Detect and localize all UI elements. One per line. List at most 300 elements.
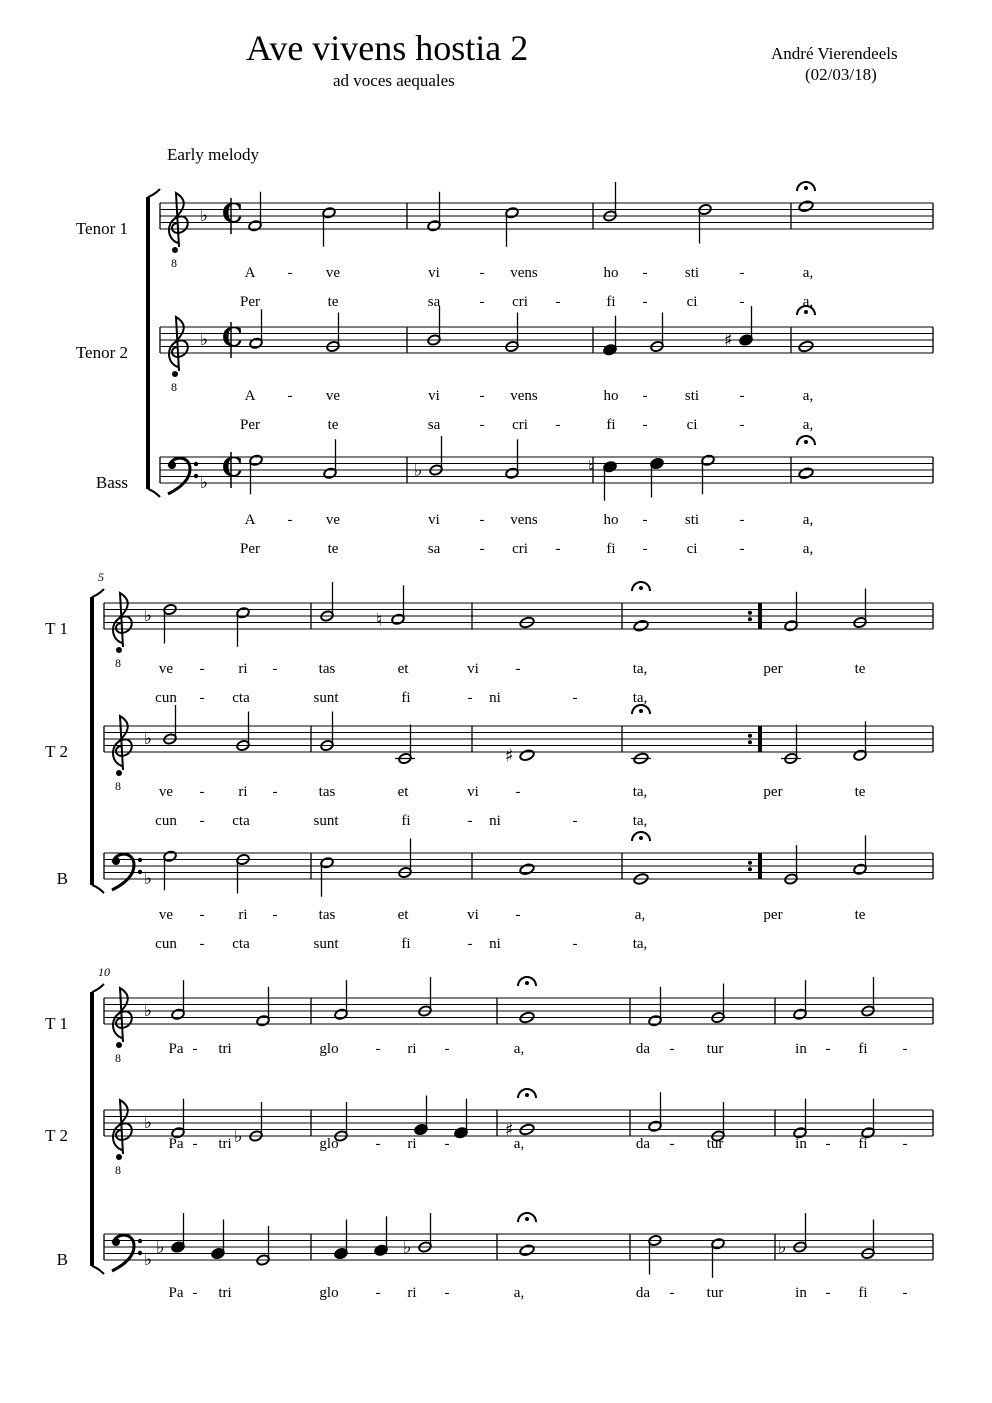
key-signature-flat-icon: ♭ [200,330,209,350]
lyric-syllable: glo [319,1136,339,1152]
whole-note [632,582,650,632]
bracket-hook [92,589,104,597]
treble-clef [169,193,188,270]
bracket-hook [148,489,160,497]
lyric-syllable: vens [510,265,538,281]
octave-mark: 8 [115,1051,121,1065]
half-note [781,725,801,765]
lyric-syllable: - [555,294,561,310]
half-note [249,454,263,494]
notehead [798,200,814,213]
lyric-syllable: sunt [313,936,339,952]
lyric-syllable: - [199,690,205,706]
lyric-syllable: sunt [313,690,339,706]
lyric-syllable: ri [238,907,248,923]
repeat-dot [748,617,752,621]
half-note [414,436,443,481]
lyric-syllable: - [825,1136,831,1152]
lyric-syllable: a, [513,1041,525,1057]
lyric-syllable: ta, [632,784,648,800]
fermata-dot [804,310,808,314]
cut-time-icon: C [222,453,243,483]
lyric-syllable: - [479,294,485,310]
treble-clef-icon [113,593,132,647]
whole-note [505,1089,536,1141]
clef-dot [116,1042,122,1048]
lyric-syllable: ni [489,690,501,706]
whole-note [797,306,815,353]
lyric-syllable: - [739,294,745,310]
quarter-note [650,457,664,497]
lyric-syllable: - [739,512,745,528]
lyric-syllable: - [669,1285,675,1301]
lyric-syllable: - [642,512,648,528]
accidental-flat-icon: ♭ [156,1237,165,1258]
lyric-syllable: Pa [168,1041,184,1057]
half-note [248,192,262,232]
half-note [505,207,519,247]
lyric-syllable: ri [407,1136,417,1152]
lyric-syllable: tri [218,1285,232,1301]
lyric-syllable: tas [318,907,336,923]
key-signature-flat-icon: ♭ [144,869,153,889]
fermata-dot [804,186,808,190]
lyric-syllable: fi [606,417,616,433]
clef-dot [138,858,142,862]
lyric-syllable: in [795,1041,807,1057]
lyric-syllable: - [287,388,293,404]
lyric-syllable: - [902,1041,908,1057]
lyric-line [155,690,647,706]
half-note [256,987,270,1027]
lyric-syllable: te [327,541,339,557]
half-note [648,1092,662,1132]
lyric-line [240,294,813,310]
notehead [798,467,814,480]
lyric-syllable: - [572,690,578,706]
lyric-syllable: - [479,388,485,404]
half-note [376,585,405,630]
lyric-syllable: - [199,784,205,800]
bracket-hook [92,885,104,893]
lyric-syllable: Pa [168,1136,184,1152]
lyric-line [240,541,813,557]
lyric-syllable: ri [407,1041,417,1057]
lyric-syllable: fi [401,813,411,829]
lyric-syllable: fi [401,690,411,706]
half-note [323,439,337,479]
lyric-syllable: fi [858,1136,868,1152]
treble-clef [113,716,132,793]
lyric-syllable: Pa [168,1285,184,1301]
lyric-syllable: fi [858,1041,868,1057]
lyric-syllable: cun [155,813,177,829]
treble-clef [113,1100,132,1177]
half-note [234,1102,263,1147]
lyric-syllable: - [825,1041,831,1057]
bracket-hook [148,189,160,197]
lyric-syllable: tur [706,1285,724,1301]
clef-dot [138,1239,142,1243]
lyric-syllable: da [635,1285,651,1301]
clef-dot [116,770,122,776]
treble-clef-icon [113,988,132,1042]
repeat-dot [748,734,752,738]
lyric-syllable: - [642,265,648,281]
lyric-syllable: - [287,512,293,528]
clef-dot [172,247,178,253]
composer-name: André Vierendeels [771,44,898,63]
lyric-syllable: da [635,1136,651,1152]
lyric-syllable: - [375,1136,381,1152]
quarter-note [334,1220,348,1260]
half-note [236,607,250,647]
lyric-syllable: sti [684,388,700,404]
whole-note [631,705,651,765]
clef-dot [172,371,178,377]
lyric-syllable: in [795,1136,807,1152]
treble-clef-icon [169,193,188,247]
lyric-syllable: - [515,907,521,923]
lyric-line [159,907,866,923]
key-signature-flat-icon: ♭ [144,1001,153,1021]
whole-note [518,1213,536,1257]
piece-subtitle: ad voces aequales [333,71,455,90]
lyric-line [245,512,814,528]
lyric-syllable: te [854,907,866,923]
lyric-line [159,784,866,800]
cut-time-icon: C [222,323,243,353]
lyric-syllable: - [199,936,205,952]
lyric-line [155,936,647,952]
half-note [395,725,415,765]
stave-name-0: Tenor 1 [75,219,128,238]
accidental-natural-icon: ♮ [588,456,595,478]
lyric-syllable: - [555,541,561,557]
lyric-syllable: ri [238,661,248,677]
lyric-syllable: - [192,1136,198,1152]
whole-note [797,436,815,480]
octave-mark: 8 [171,256,177,270]
half-note [171,1099,185,1139]
lyric-syllable: per [763,784,783,800]
lyric-syllable: - [739,417,745,433]
lyric-syllable: cta [232,690,250,706]
lyric-syllable: cri [512,417,528,433]
lyric-syllable: vi [428,265,440,281]
lyric-syllable: vens [510,512,538,528]
lyric-syllable: ta, [632,661,648,677]
quarter-note [414,1096,428,1136]
fermata-dot [525,981,529,985]
lyric-syllable: et [397,661,409,677]
lyric-syllable: ci [686,294,698,310]
half-note [701,454,715,494]
lyric-syllable: sti [684,512,700,528]
lyric-syllable: - [555,417,561,433]
lyric-syllable: sa [427,541,441,557]
fermata-dot [525,1093,529,1097]
whole-note [797,182,815,213]
accidental-flat-icon: ♭ [778,1237,787,1258]
key-signature-flat-icon: ♭ [200,473,209,493]
lyric-syllable: - [467,690,473,706]
whole-note [518,977,536,1024]
lyric-syllable: - [479,541,485,557]
accidental-flat-icon: ♭ [234,1126,243,1147]
lyric-syllable: - [272,907,278,923]
lyric-syllable: - [199,661,205,677]
lyric-syllable: - [192,1285,198,1301]
lyric-syllable: - [479,417,485,433]
lyric-line [155,813,647,829]
clef-dot [194,462,198,466]
lyric-syllable: a, [802,294,814,310]
lyric-syllable: fi [401,936,411,952]
lyric-line [169,1041,908,1057]
quarter-note [454,1099,468,1139]
fermata-dot [639,709,643,713]
lyric-line [245,388,814,404]
treble-clef-icon [113,716,132,770]
lyric-syllable: glo [319,1041,339,1057]
repeat-dot [748,861,752,865]
accidental-natural-icon: ♮ [376,609,383,631]
lyric-syllable: ci [686,417,698,433]
lyric-syllable: vi [467,907,479,923]
lyric-syllable: - [515,784,521,800]
lyric-syllable: te [854,661,866,677]
lyric-syllable: ho [603,512,619,528]
lyric-syllable: ve [158,784,174,800]
repeat-dot [748,740,752,744]
clef-dot [138,870,142,874]
lyric-syllable: - [902,1136,908,1152]
lyric-syllable: tas [318,784,336,800]
repeat-dot [748,867,752,871]
accidental-sharp-icon: ♯ [724,330,733,351]
lyric-syllable: te [327,294,339,310]
treble-clef-icon [113,1100,132,1154]
lyric-syllable: cta [232,936,250,952]
piece-title: Ave vivens hostia 2 [246,28,529,68]
bracket-hook [92,1266,104,1274]
half-note [505,439,519,479]
octave-mark: 8 [115,656,121,670]
lyric-line [240,417,813,433]
lyric-syllable: fi [858,1285,868,1301]
clef-dot [194,474,198,478]
half-note [163,850,177,890]
clef-dot [112,1238,120,1246]
lyric-syllable: ni [489,936,501,952]
clef-dot [116,647,122,653]
lyric-syllable: ve [325,265,341,281]
lyric-syllable: vi [428,388,440,404]
notehead [519,863,535,876]
lyric-syllable: - [375,1041,381,1057]
lyric-syllable: ta, [632,936,648,952]
notehead [519,1244,535,1257]
bracket-hook [92,984,104,992]
lyric-syllable: a, [513,1136,525,1152]
lyric-syllable: A [244,388,256,404]
lyric-syllable: vi [467,661,479,677]
fermata-dot [525,1217,529,1221]
lyric-syllable: vi [467,784,479,800]
repeat-dot [748,611,752,615]
lyric-syllable: ho [603,388,619,404]
key-signature-flat-icon: ♭ [144,1250,153,1270]
lyric-syllable: Per [240,294,260,310]
stave-name-0: T 1 [45,1014,68,1033]
lyric-syllable: - [199,907,205,923]
lyric-syllable: in [795,1285,807,1301]
lyric-line [169,1285,908,1301]
accidental-sharp-icon: ♯ [505,745,514,767]
half-note [249,309,263,349]
lyric-syllable: per [763,907,783,923]
lyric-syllable: - [272,784,278,800]
clef-dot [168,461,176,469]
lyric-syllable: ve [325,512,341,528]
lyric-syllable: a, [802,388,814,404]
lyric-syllable: ta, [632,813,648,829]
treble-clef [113,988,132,1065]
half-note [648,987,662,1027]
lyric-syllable: a, [802,417,814,433]
lyric-syllable: te [327,417,339,433]
lyric-syllable: tur [706,1136,724,1152]
stave-name-2: Bass [95,473,128,492]
treble-clef-icon [169,317,188,371]
half-note [793,980,807,1020]
half-note [171,980,185,1020]
lyric-syllable: fi [606,294,616,310]
lyric-syllable: A [244,512,256,528]
lyric-syllable: - [287,265,293,281]
accidental-sharp-icon: ♯ [505,1119,514,1141]
quarter-note [156,1213,185,1258]
fermata-dot [804,440,808,444]
lyric-syllable: - [272,661,278,677]
key-signature-flat-icon: ♭ [144,1113,153,1133]
clef-dot [138,1251,142,1255]
octave-mark: 8 [115,779,121,793]
lyric-syllable: cta [232,813,250,829]
lyric-syllable: tri [218,1136,232,1152]
key-signature-flat-icon: ♭ [144,729,153,749]
lyric-syllable: - [444,1285,450,1301]
clef-dot [116,1154,122,1160]
lyric-syllable: tri [218,1041,232,1057]
lyric-syllable: - [642,388,648,404]
lyric-syllable: ve [158,907,174,923]
measure-number: 5 [98,570,104,584]
lyric-syllable: a, [634,907,646,923]
lyric-syllable: cun [155,690,177,706]
lyric-syllable: ho [603,265,619,281]
lyric-syllable: vi [428,512,440,528]
whole-note [519,863,535,876]
key-signature-flat-icon: ♭ [144,606,153,626]
half-note [711,1238,725,1278]
lyric-syllable: te [854,784,866,800]
lyric-syllable: Per [240,417,260,433]
fermata-dot [639,836,643,840]
lyric-syllable: - [479,265,485,281]
lyric-syllable: et [397,784,409,800]
lyric-syllable: - [642,294,648,310]
treble-clef [113,593,132,670]
lyric-syllable: - [902,1285,908,1301]
half-note [320,857,334,897]
fermata-dot [639,586,643,590]
lyric-syllable: - [642,417,648,433]
lyric-syllable: da [635,1041,651,1057]
lyric-syllable: cri [512,294,528,310]
lyric-syllable: a, [802,512,814,528]
octave-mark: 8 [115,1163,121,1177]
lyric-syllable: sa [427,294,441,310]
lyric-line [245,265,814,281]
lyric-syllable: - [199,813,205,829]
lyric-syllable: - [467,813,473,829]
stave-name-1: T 2 [45,1126,68,1145]
lyric-syllable: - [825,1285,831,1301]
accidental-flat-icon: ♭ [414,460,423,481]
lyric-syllable: sti [684,265,700,281]
lyric-syllable: Per [240,541,260,557]
lyric-syllable: - [479,512,485,528]
lyric-syllable: - [375,1285,381,1301]
half-note [853,721,867,761]
lyric-syllable: - [669,1041,675,1057]
lyric-syllable: sunt [313,813,339,829]
half-note [853,835,867,875]
half-note [322,207,336,247]
stave-name-2: B [56,869,68,888]
composition-date: (02/03/18) [805,65,877,84]
lyric-syllable: - [739,265,745,281]
stave-name-2: B [56,1250,68,1269]
lyric-syllable: - [572,936,578,952]
clef-dot [112,857,120,865]
lyric-syllable: - [444,1136,450,1152]
half-note [778,1213,807,1258]
lyric-syllable: a, [513,1285,525,1301]
stave-name-1: T 2 [45,742,68,761]
notehead [519,749,535,762]
lyric-syllable: - [669,1136,675,1152]
lyric-syllable: - [467,936,473,952]
quarter-note [724,306,753,351]
lyric-syllable: sa [427,417,441,433]
lyric-syllable: per [763,661,783,677]
lyric-syllable: - [739,388,745,404]
cut-time-icon: C [222,199,243,229]
half-note [793,1099,807,1139]
notehead [633,619,649,632]
lyric-syllable: - [739,541,745,557]
lyric-syllable: vens [510,388,538,404]
quarter-note [211,1220,225,1260]
lyric-syllable: - [642,541,648,557]
lyric-syllable: ve [325,388,341,404]
lyric-syllable: ta, [632,690,648,706]
lyric-syllable: cun [155,936,177,952]
whole-note [632,832,650,885]
